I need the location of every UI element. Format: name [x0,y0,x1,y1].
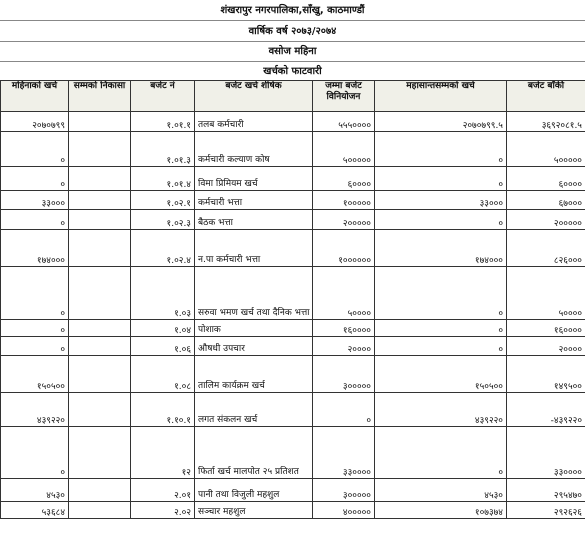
table-row [1,320,585,337]
cell-balance[interactable]: ३३०००० [507,427,585,479]
cell-allocation[interactable]: १००००० [313,191,375,210]
cell-monthly[interactable]: २०७०७९९ [1,112,69,132]
col-balance: बजेट बाँकी [507,81,585,112]
header-row [1,81,585,112]
cell-balance[interactable]: ५०००० [507,267,585,320]
table-row [1,191,585,210]
cell-release[interactable] [69,502,131,519]
cell-allocation[interactable]: १०००००० [313,230,375,267]
cell-release[interactable] [69,267,131,320]
cell-total[interactable]: ० [375,167,507,191]
cell-code[interactable]: २.०१ [131,479,195,502]
cell-title[interactable]: लगत संकलन खर्च [195,393,313,427]
cell-release[interactable] [69,132,131,167]
divider [0,41,585,42]
table-row [1,132,585,167]
col-budget-code: बजेट नं [131,81,195,112]
cell-title[interactable]: सरुवा भमण खर्च तथा दैनिक भत्ता [195,267,313,320]
cell-balance[interactable]: ६०००० [507,167,585,191]
cell-title[interactable]: कर्मचारी कल्याण कोष [195,132,313,167]
cell-code[interactable]: १.०२.१ [131,191,195,210]
cell-monthly[interactable]: १७४००० [1,230,69,267]
cell-allocation[interactable]: ० [313,393,375,427]
cell-title[interactable]: फिर्ता खर्च मालपोत २५ प्रतिशत [195,427,313,479]
cell-title[interactable]: औषधी उपचार [195,337,313,356]
cell-balance[interactable]: १४९५०० [507,356,585,393]
table-row [1,356,585,393]
cell-total[interactable]: ० [375,320,507,337]
cell-allocation[interactable]: ५००००० [313,132,375,167]
municipality-title: शंखरापुर नगरपालिका,साँखु, काठमाण्डौं [220,5,365,16]
cell-monthly[interactable]: ० [1,210,69,230]
cell-monthly[interactable]: ० [1,132,69,167]
cell-release[interactable] [69,112,131,132]
cell-allocation[interactable]: २००००० [313,210,375,230]
cell-total[interactable]: ० [375,267,507,320]
cell-code[interactable]: १.०३ [131,267,195,320]
table-row [1,230,585,267]
cell-balance[interactable]: २९५४७० [507,479,585,502]
cell-total[interactable]: १५०५०० [375,356,507,393]
cell-total[interactable]: १७४००० [375,230,507,267]
table-row [1,479,585,502]
cell-allocation[interactable]: ५०००० [313,267,375,320]
table-row [1,267,585,320]
cell-code[interactable]: १.०२.३ [131,210,195,230]
cell-code[interactable]: १.०८ [131,356,195,393]
table-row [1,393,585,427]
cell-code[interactable]: १.०१.१ [131,112,195,132]
cell-code[interactable]: १.०१.३ [131,132,195,167]
col-allocation: जम्मा बजेट विनियोजन [313,81,375,112]
cell-allocation[interactable]: ३३०००० [313,427,375,479]
fiscal-year: वार्षिक वर्ष २०७३/२०७४ [248,26,337,37]
cell-total[interactable]: २०७०७९९.५ [375,112,507,132]
cell-code[interactable]: १.०२.४ [131,230,195,267]
cell-total[interactable]: १०७३७४ [375,502,507,519]
cell-release[interactable] [69,427,131,479]
cell-title[interactable]: पोशाक [195,320,313,337]
expense-statement-title: खर्चको फाटवारी [263,66,322,77]
table-row [1,337,585,356]
divider [0,61,585,62]
cell-title[interactable]: बैठक भत्ता [195,210,313,230]
cell-release[interactable] [69,393,131,427]
cell-allocation[interactable]: ३००००० [313,356,375,393]
cell-title[interactable]: तलब कर्मचारी [195,112,313,132]
cell-title[interactable]: विमा प्रिमियम खर्च [195,167,313,191]
table-row [1,112,585,132]
table-row [1,427,585,479]
cell-release[interactable] [69,230,131,267]
cell-title[interactable]: कर्मचारी भत्ता [195,191,313,210]
table-row [1,502,585,519]
cell-monthly[interactable]: १५०५०० [1,356,69,393]
cell-monthly[interactable]: ३३००० [1,191,69,210]
cell-monthly[interactable]: ५३६८४ [1,502,69,519]
cell-title[interactable]: तालिम कार्यक्रम खर्च [195,356,313,393]
cell-total[interactable]: ३३००० [375,191,507,210]
cell-total[interactable]: ४३९२२० [375,393,507,427]
col-total-expense: महासान्तसम्मको खर्च [375,81,507,112]
budget-table [0,80,585,519]
cell-title[interactable]: पानी तथा विजुली महशुल [195,479,313,502]
cell-balance[interactable]: २००००० [507,210,585,230]
table-row [1,210,585,230]
cell-allocation[interactable]: १६०००० [313,320,375,337]
cell-monthly[interactable]: ४५३० [1,479,69,502]
cell-release[interactable] [69,191,131,210]
cell-code[interactable]: १२ [131,427,195,479]
cell-balance[interactable]: २०००० [507,337,585,356]
cell-monthly[interactable]: ० [1,167,69,191]
cell-release[interactable] [69,356,131,393]
cell-allocation[interactable]: ६०००० [313,167,375,191]
cell-balance[interactable]: ५००००० [507,132,585,167]
divider [0,20,585,21]
cell-monthly[interactable]: ० [1,320,69,337]
cell-monthly[interactable]: ० [1,267,69,320]
cell-total[interactable]: ४५३० [375,479,507,502]
cell-code[interactable]: १.०४ [131,320,195,337]
cell-monthly[interactable]: ४३९२२० [1,393,69,427]
cell-release[interactable] [69,320,131,337]
cell-monthly[interactable]: ० [1,337,69,356]
cell-code[interactable]: २.०२ [131,502,195,519]
table-row [1,167,585,191]
cell-balance[interactable]: ६७००० [507,191,585,210]
cell-code[interactable]: १.०१.४ [131,167,195,191]
cell-release[interactable] [69,167,131,191]
cell-balance[interactable]: -४३९२२० [507,393,585,427]
cell-code[interactable]: १.१०.१ [131,393,195,427]
cell-allocation[interactable]: २०००० [313,337,375,356]
cell-balance[interactable]: ३६९२०८१.५ [507,112,585,132]
cell-title[interactable]: न.पा कर्मचारी भत्ता [195,230,313,267]
col-budget-title: बजेट खर्च शीर्षक [195,81,313,112]
cell-release[interactable] [69,337,131,356]
cell-title[interactable]: सञ्चार महशुल [195,502,313,519]
cell-allocation[interactable]: ४००००० [313,502,375,519]
cell-balance[interactable]: १६०००० [507,320,585,337]
cell-total[interactable]: ० [375,337,507,356]
cell-allocation[interactable]: ५५५०००० [313,112,375,132]
month-title: वसोज महिना [268,46,317,57]
cell-allocation[interactable]: ३००००० [313,479,375,502]
col-monthly-expense: महिनाको खर्च [1,81,69,112]
cell-balance[interactable]: २९२६२६ [507,502,585,519]
cell-total[interactable]: ० [375,427,507,479]
col-release: सम्मको निकासा [69,81,131,112]
cell-total[interactable]: ० [375,132,507,167]
cell-total[interactable]: ० [375,210,507,230]
cell-release[interactable] [69,210,131,230]
cell-code[interactable]: १.०६ [131,337,195,356]
cell-balance[interactable]: ८२६००० [507,230,585,267]
cell-release[interactable] [69,479,131,502]
cell-monthly[interactable]: ० [1,427,69,479]
